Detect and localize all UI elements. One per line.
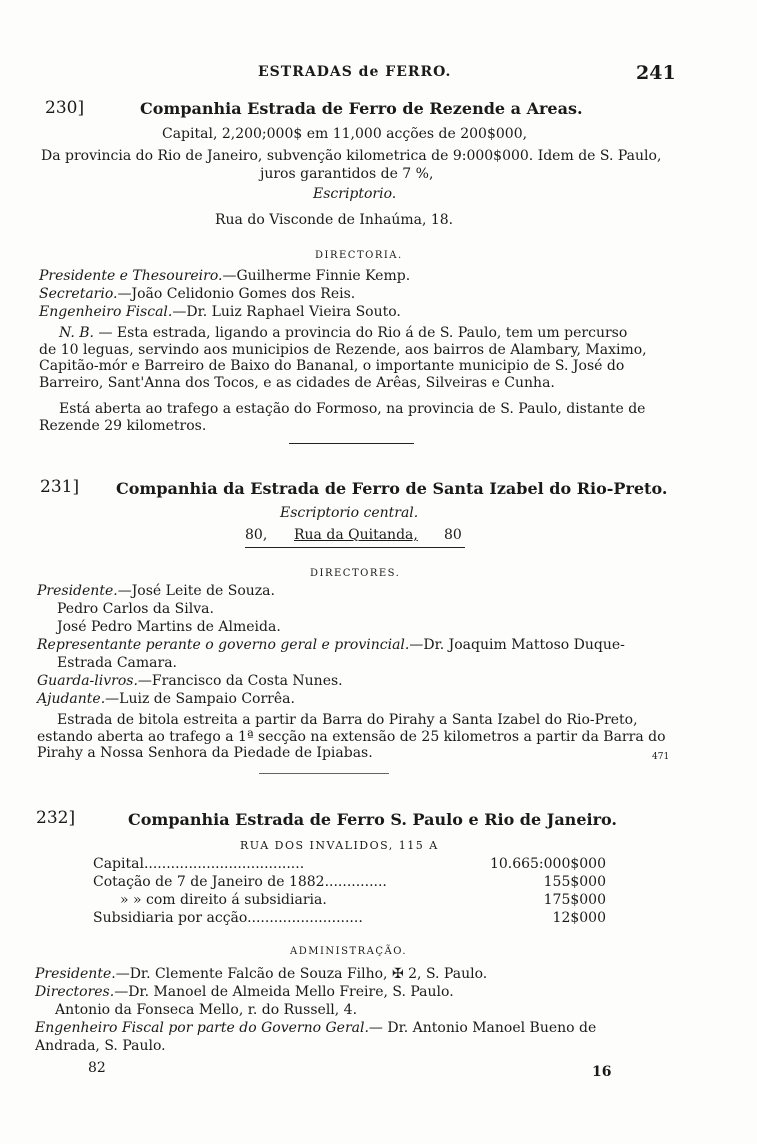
entry-231-addr-num-right: 80 xyxy=(444,527,462,543)
entry-230-subvention-line2: juros garantidos de 7 %, xyxy=(260,166,434,182)
page-number: 241 xyxy=(636,62,676,84)
entry-232-title: Companhia Estrada de Ferro S. Paulo e Rio de Janeiro. xyxy=(128,810,617,829)
table-row: Subsidiaria por acção.......................... xyxy=(93,910,363,926)
table-row: » » com direito á subsidiaria. xyxy=(120,892,327,908)
entry-230-title: Companhia Estrada de Ferro de Rezende a Areas. xyxy=(140,99,583,118)
entry-230-directory-label: DIRECTORIA. xyxy=(315,250,403,261)
entry-231-bookkeeper: Guarda-livros.—Francisco da Costa Nunes. xyxy=(37,673,343,689)
address-rule xyxy=(245,547,465,548)
entry-232-directors: Directores.—Dr. Manoel de Almeida Mello Freire, S. Paulo. xyxy=(35,984,454,1000)
entry-231-president: Presidente.—José Leite de Souza. xyxy=(37,583,275,599)
entry-230-capital: Capital, 2,200;000$ em 11,000 acções de 200$000, xyxy=(162,126,528,142)
entry-231-representative-cont: Estrada Camara. xyxy=(57,655,177,671)
entry-230-office-address: Rua do Visconde de Inhaúma, 18. xyxy=(215,212,454,228)
entry-232-director: Antonio da Fonseca Mello, r. do Russell, 4. xyxy=(55,1002,358,1018)
section-divider xyxy=(259,773,389,774)
entry-231-member: José Pedro Martins de Almeida. xyxy=(57,619,281,635)
footer-left: 82 xyxy=(88,1060,106,1076)
entry-231-representative: Representante perante o governo geral e provincial.—Dr. Joaquim Mattoso Duque- xyxy=(37,637,625,653)
entry-230-person: Presidente e Thesoureiro.—Guilherme Finnie Kemp. xyxy=(39,268,411,284)
table-row: Capital.................................... xyxy=(93,856,305,872)
section-divider xyxy=(289,443,414,444)
entry-231-number: 231] xyxy=(40,477,80,497)
entry-231-addr-street: Rua da Quitanda, xyxy=(294,527,418,543)
entry-231-office-label: Escriptorio central. xyxy=(280,505,419,521)
entry-230-number: 230] xyxy=(45,98,85,118)
footer-right: 16 xyxy=(592,1064,612,1080)
entry-232-engineer: Engenheiro Fiscal por parte do Governo Geral.— Dr. Antonio Manoel Bueno de xyxy=(35,1020,597,1036)
entry-231-assistant: Ajudante.—Luiz de Sampaio Corrêa. xyxy=(37,691,295,707)
entry-231-member: Pedro Carlos da Silva. xyxy=(57,601,214,617)
entry-231-title: Companhia da Estrada de Ferro de Santa Izabel do Rio-Preto. xyxy=(116,479,668,498)
entry-230-person: Engenheiro Fiscal.—Dr. Luiz Raphael Vieira Souto. xyxy=(39,304,401,320)
entry-232-engineer-cont: Andrada, S. Paulo. xyxy=(35,1038,166,1054)
running-header: ESTRADAS de FERRO. xyxy=(258,64,452,80)
entry-230-nb-paragraph: N. B. — Esta estrada, ligando a provincia do Rio á de S. Paulo, tem um percurso de 10 leguas, servindo aos municipios de Rezende, aos bairros de Alambary, Maximo, Capitão-mór e Barreiro de Baixo do Bananal, o importante municipio de S. José do Barreiro, Sant'Anna dos Tocos, e as cidades de Arêas, Silveiras e Cunha. xyxy=(39,325,647,391)
entry-230-person: Secretario.—João Celidonio Gomes dos Reis. xyxy=(39,286,356,302)
entry-231-directors-label: DIRECTORES. xyxy=(310,568,401,579)
entry-232-address: RUA DOS INVALIDOS, 115 A xyxy=(240,839,439,852)
entry-230-subvention-line1: Da provincia do Rio de Janeiro, subvenção kilometrica de 9:000$000. Idem de S. Paulo, xyxy=(41,148,662,164)
entry-232-admin-label: ADMINISTRAÇÃO. xyxy=(290,946,408,957)
table-row: Cotação de 7 de Janeiro de 1882.............. xyxy=(93,874,387,890)
table-cell-value: 12$000 xyxy=(552,910,606,926)
table-cell-value: 155$000 xyxy=(543,874,606,890)
entry-231-description: Estrada de bitola estreita a partir da Barra do Pirahy a Santa Izabel do Rio-Preto, estando aberta ao trafego a 1ª secção na extensão de 25 kilometros a partir da Barra do Pirahy a Nossa Senhora da Piedade de Ipiabas. xyxy=(37,712,666,761)
entry-230-open-paragraph: Está aberta ao trafego a estação do Formoso, na provincia de S. Paulo, distante de Rezende 29 kilometros. xyxy=(39,401,646,434)
table-cell-value: 175$000 xyxy=(543,892,606,908)
entry-230-office-label: Escriptorio. xyxy=(313,186,397,202)
table-cell-value: 10.665:000$000 xyxy=(489,856,606,872)
entry-232-number: 232] xyxy=(36,808,76,828)
entry-232-president: Presidente.—Dr. Clemente Falcão de Souza Filho, ✠ 2, S. Paulo. xyxy=(35,966,488,982)
printer-mark: 471 xyxy=(652,752,670,762)
entry-231-addr-num-left: 80, xyxy=(245,527,268,543)
